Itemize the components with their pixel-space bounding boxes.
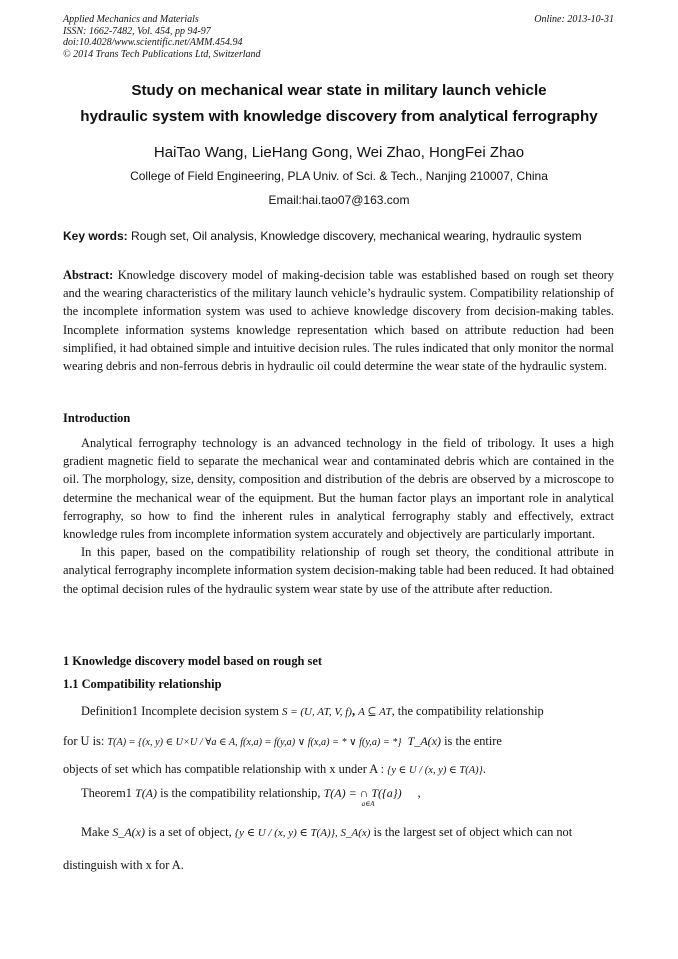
math-TA-x: T_A(x) xyxy=(407,734,441,748)
paper-title-line-2: hydraulic system with knowledge discovery from analytical ferrography xyxy=(80,108,598,125)
introduction-body xyxy=(63,434,614,598)
journal-doi: doi:10.4028/www.scientific.net/AMM.454.94 xyxy=(63,37,243,48)
make-line: Make S_A(x) is a set of object, {y ∈ U / (x, y) ∈ T(A)}, S_A(x) is the largest set of object which can not xyxy=(81,825,573,839)
abstract-text: Knowledge discovery model of making-decision table was established based on rough set theory and the wearing characteristics of the military launch vehicle’s hydraulic system. Compatibility relationship of the incomplete information system was used to achieve knowledge discovery from decision-making tables. Incomplete information systems knowledge representation which based on attribute reduction had been simplified, it had obtained simple and intuitive decision rules. The rules indicated that only monitor the normal wearing debris and non-ferrous debris in hydraulic oil could determine the wear state of the hydraulic system. xyxy=(63,268,614,374)
section-heading-1-1: 1.1 Compatibility relationship xyxy=(63,677,222,691)
journal-meta xyxy=(63,14,261,60)
theorem-1: Theorem1 T(A) is the compatibility relationship, T(A) = ∩ $T(\{a\})_{a\in A}$ , xyxy=(81,786,421,809)
online-date: Online: 2013-10-31 xyxy=(534,14,614,25)
math-object-set: {y ∈ U / (x, y) ∈ T(A)} xyxy=(387,765,483,776)
math-TA: T(A) xyxy=(135,786,158,800)
abstract xyxy=(63,266,614,375)
affiliation: College of Field Engineering, PLA Univ. of Sci. & Tech., Nanjing 210007, China xyxy=(130,169,548,183)
math-decision-system: S = (U, AT, V, f) xyxy=(281,706,352,718)
objects-line: objects of set which has compatible relationship with x under A : {y ∈ U / (x, y) ∈ T(A)}. xyxy=(63,762,486,776)
math-SA-definition: {y ∈ U / (x, y) ∈ T(A)}, S_A(x) xyxy=(234,827,371,839)
abstract-label: Abstract: xyxy=(63,268,114,282)
authors: HaiTao Wang, LieHang Gong, Wei Zhao, HongFei Zhao xyxy=(153,144,525,161)
math-SA-x: S_A(x) xyxy=(112,825,145,839)
section-heading-introduction: Introduction xyxy=(63,411,131,425)
math-subset: A ⊆ AT xyxy=(358,706,392,718)
journal-copyright: © 2014 Trans Tech Publications Ltd, Switzerland xyxy=(63,48,261,60)
keywords xyxy=(63,229,614,243)
paper-title-line-1: Study on mechanical wear state in military launch vehicle xyxy=(131,82,547,99)
compatibility-relation-line: for U is: T(A) = {(x, y) ∈ U×U / ∀a ∈ A, f(x,a) = f(y,a) ∨ f(x,a) = * ∨ f(y,a) = *} T_A(x) is the entire xyxy=(63,734,502,748)
journal-issn: ISSN: 1662-7482, Vol. 454, pp 94-97 xyxy=(63,25,211,37)
intro-paragraph-2: In this paper, based on the compatibility relationship of rough set theory, the conditional attribute in analytical ferrography incomplete information system decision-making table had been reduced. It had obtained the optimal decision rules of the hydraulic system wear state by use of the attribute after reduction. xyxy=(63,545,614,596)
email: Email:hai.tao07@163.com xyxy=(268,193,410,207)
math-intersection: T(A) = ∩ T({a}) xyxy=(323,786,402,800)
keywords-text: Rough set, Oil analysis, Knowledge discovery, mechanical wearing, hydraulic system xyxy=(127,229,582,243)
definition-1: Definition1 Incomplete decision system S = (U, AT, V, f), A ⊆ AT, the compatibility relationship xyxy=(81,704,544,718)
keywords-label: Key words: xyxy=(63,229,128,243)
math-relation-T: T(A) = {(x, y) ∈ U×U / ∀a ∈ A, f(x,a) = f(y,a) ∨ f(x,a) = * ∨ f(y,a) = *} xyxy=(107,737,402,748)
math-intersection-subscript: a∈A xyxy=(361,800,375,809)
intro-paragraph-1: Analytical ferrography technology is an advanced technology in the field of tribology. It uses a high gradient magnetic field to separate the mechanical wear and contaminated debris which are contained in the oil. The morphology, size, density, composition and distribution of the debris are observed by a microscope to determine the mechanical wear of the equipment. But the human factor plays an important role in analytical ferrography, so how to find the inherent rules in analytical ferrography stably and effectively, extract knowledge rules from incomplete information system accurately and objectively are particularly important. xyxy=(63,436,614,542)
distinguish-line: distinguish with x for A. xyxy=(63,858,184,872)
journal-name: Applied Mechanics and Materials xyxy=(63,14,199,25)
section-heading-1: 1 Knowledge discovery model based on rough set xyxy=(63,654,322,668)
